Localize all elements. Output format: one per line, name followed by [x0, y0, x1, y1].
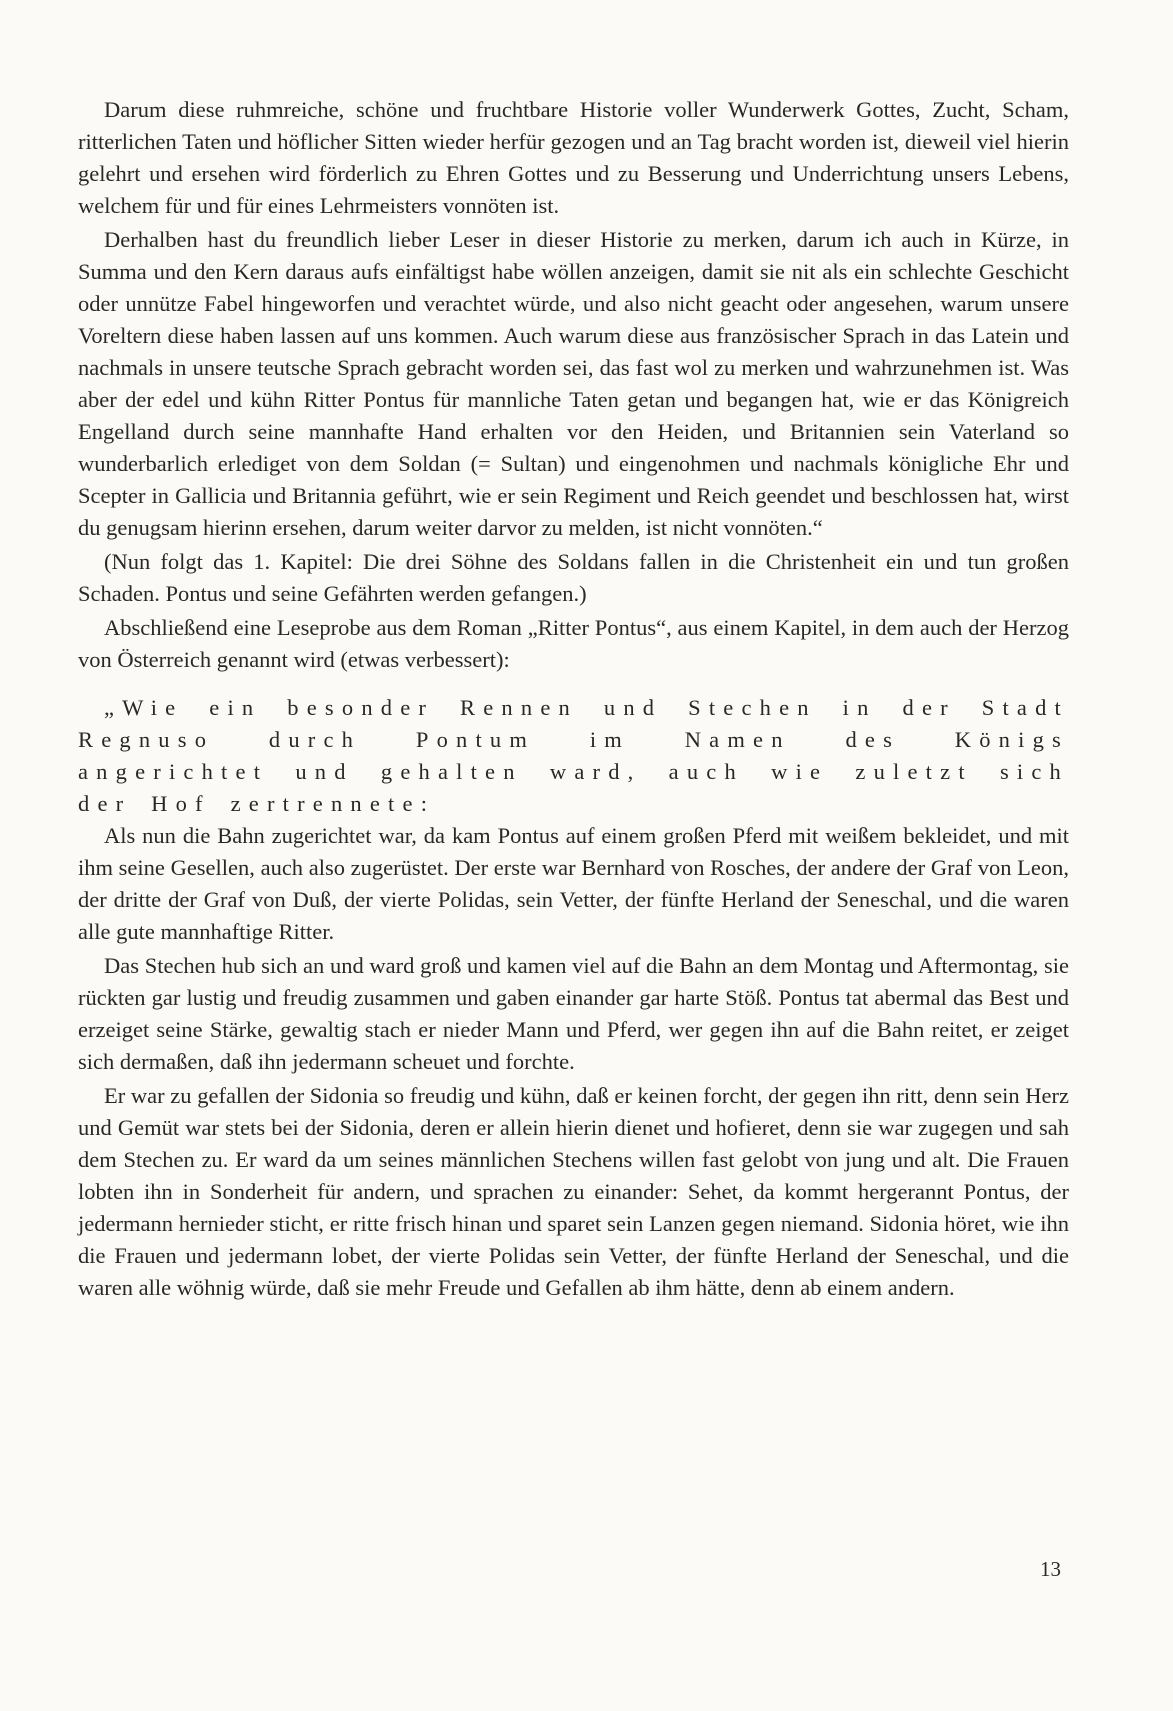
excerpt-paragraph: Das Stechen hub sich an und ward groß und kamen viel auf die Bahn an dem Montag und Aftermontag, sie rückten gar lustig und freudig zusammen und gaben einander gar harte Stöß. Pontus tat abermal das Best und erzeiget seine Stärke, gewaltig stach er nieder Mann und Pferd, wer gegen ihn auf die Bahn reitet, er zeiget sich dermaßen, daß ihn jedermann scheuet und forchte. [78, 953, 1069, 1074]
page-number: 13 [1040, 1557, 1061, 1581]
paragraph: Derhalben hast du freundlich lieber Leser in dieser Historie zu merken, darum ich auch in Kürze, in Summa und den Kern daraus aufs einfältigst habe wöllen anzeigen, damit sie nit als ein schlechte Geschicht oder unnütze Fabel hingeworfen und verachtet würde, und also nicht geacht oder angesehen, warum unsere Voreltern diese haben lassen auf uns kommen. Auch warum diese aus französischer Sprach in das Latein und nachmals in unsere teutsche Sprach gebracht worden sei, das fast wol zu merken und wahrzunehmen ist. Was aber der edel und kühn Ritter Pontus für mannliche Taten getan und begangen hat, wie er das Königreich Engelland durch seine mannhafte Hand erhalten vor den Heiden, und Britannien sein Vaterland so wunderbarlich erlediget von dem Soldan (= Sultan) und eingenohmen und nachmals königliche Ehr und Scepter in Gallicia und Britannia geführt, wie er sein Regiment und Reich geendet und beschlossen hat, wirst du genugsam hierinn ersehen, darum weiter darvor zu melden, ist nicht vonnöten.“ [78, 227, 1069, 540]
excerpt-paragraph: Als nun die Bahn zugerichtet war, da kam Pontus auf einem großen Pferd mit weißem bekleidet, und mit ihm seine Gesellen, auch also zugerüstet. Der erste war Bernhard von Rosches, der andere der Graf von Leon, der dritte der Graf von Duß, der vierte Polidas, sein Vetter, der fünfte Herland der Seneschal, und die waren alle gute mannhaftige Ritter. [78, 823, 1069, 944]
paragraph: Darum diese ruhmreiche, schöne und fruchtbare Historie voller Wunderwerk Gottes, Zucht, Scham, ritterlichen Taten und höflicher Sitten wieder herfür gezogen und an Tag bracht worden ist, dieweil viel hierin gelehrt und ersehen wird förderlich zu Ehren Gottes und zu Besserung und Underrichtung unsers Lebens, welchem für und für eines Lehrmeisters vonnöten ist. [78, 97, 1069, 218]
page-body [78, 94, 1069, 1304]
paragraph: (Nun folgt das 1. Kapitel: Die drei Söhne des Soldans fallen in die Christenheit ein und tun großen Schaden. Pontus und seine Gefährten werden gefangen.) [78, 549, 1069, 606]
excerpt-paragraph: Er war zu gefallen der Sidonia so freudig und kühn, daß er keinen forcht, der gegen ihn ritt, denn sein Herz und Gemüt war stets bei der Sidonia, deren er allein hierin dienet und hofieret, denn sie war zugegen und sah dem Stechen zu. Er ward da um seines männlichen Stechens willen fast gelobt von jung und alt. Die Frauen lobten ihn in Sonderheit für andern, und sprachen zu einander: Sehet, da kommt hergerannt Pontus, der jedermann hernieder sticht, er ritte frisch hinan und sparet sein Lanzen gegen niemand. Sidonia höret, wie ihn die Frauen und jedermann lobet, der vierte Polidas sein Vetter, der fünfte Herland der Seneschal, und die waren alle wöhnig würde, daß sie mehr Freude und Gefallen ab ihm hätte, denn ab einem andern. [78, 1083, 1069, 1300]
chapter-heading: „Wie ein besonder Rennen und Stechen in der Stadt Regnuso durch Pontum im Namen des Königs angerichtet und gehalten ward, auch wie zuletzt sich der Hof zertrennete: [78, 695, 1069, 816]
paragraph: Abschließend eine Leseprobe aus dem Roman „Ritter Pontus“, aus einem Kapitel, in dem auch der Herzog von Österreich genannt wird (etwas verbessert): [78, 615, 1069, 672]
